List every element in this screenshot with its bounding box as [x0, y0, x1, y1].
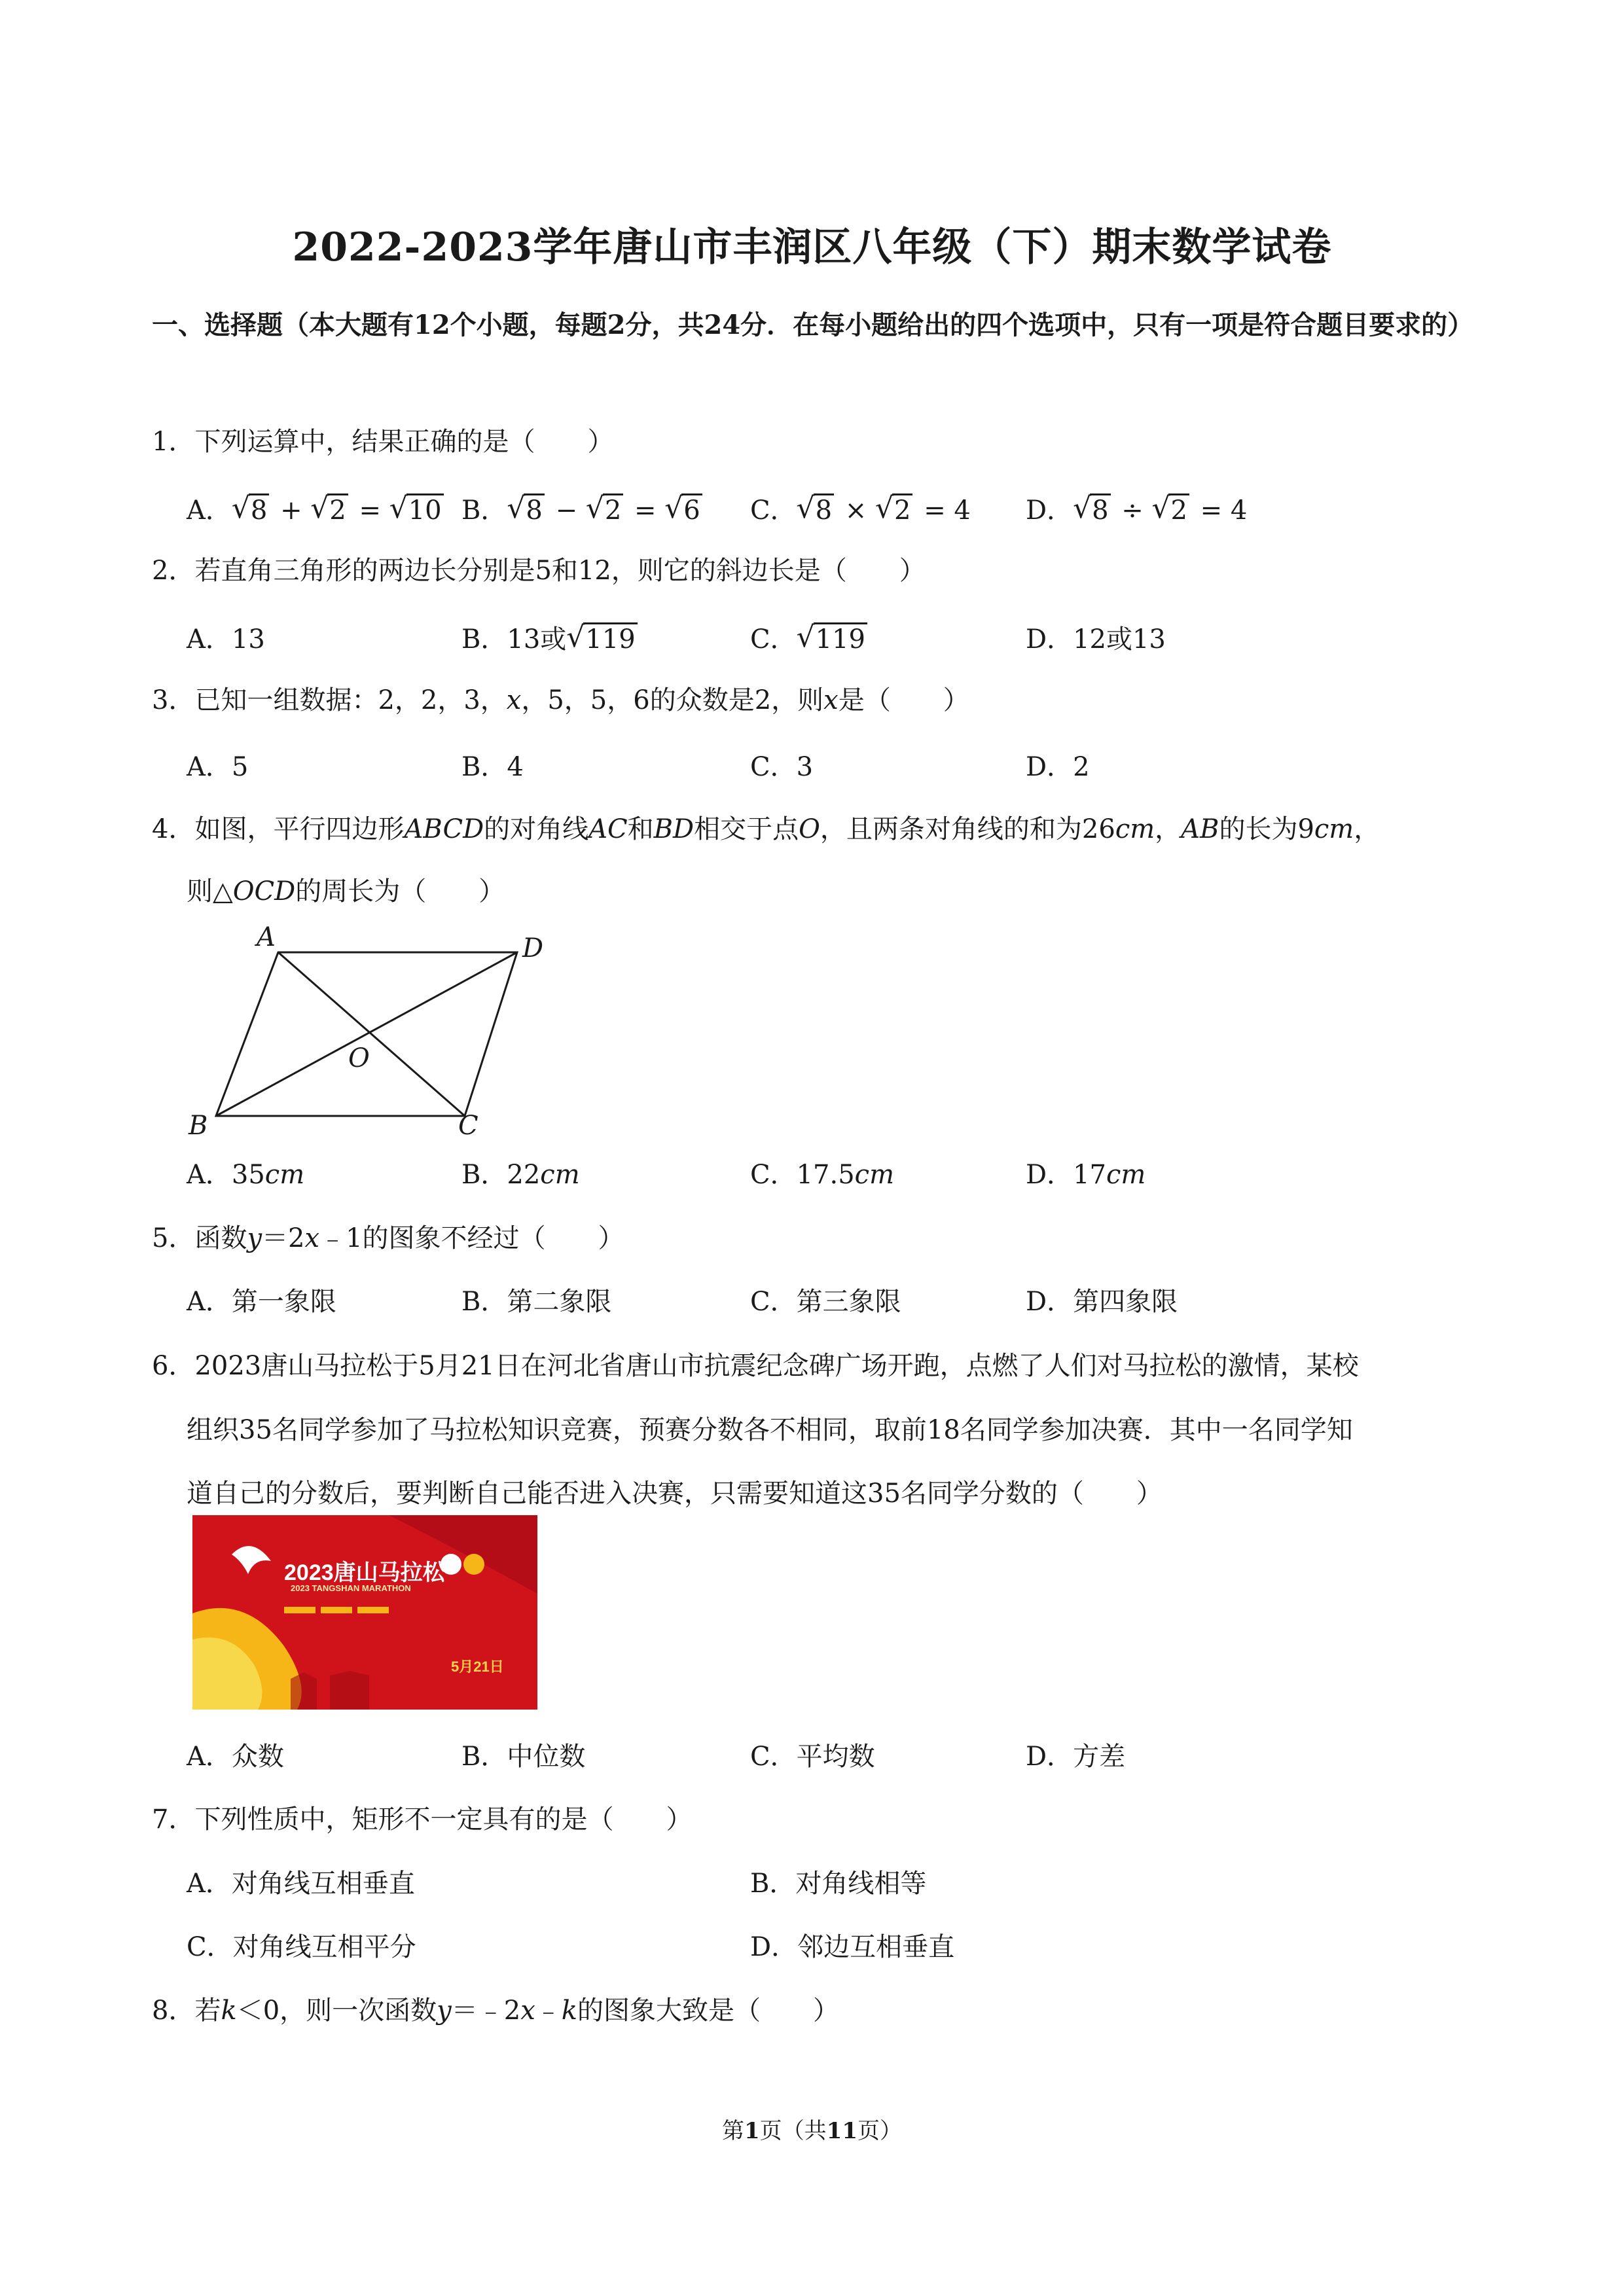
sqrt-expression: √ 2 — [586, 493, 623, 526]
question-7-stem: 7．下列性质中，矩形不一定具有的是（ ） — [152, 1804, 693, 1835]
sqrt-expression: √ 8 — [1073, 493, 1110, 526]
diagonal-ac — [278, 952, 465, 1116]
vertex-label-c: C — [458, 1111, 478, 1141]
poster-subtitle: 2023 TANGSHAN MARATHON — [291, 1583, 411, 1593]
sqrt-expression: √ 2 — [310, 493, 348, 526]
current-page-number: 1 — [744, 2118, 760, 2144]
question-4-option-a[interactable]: A．35cm — [187, 1160, 305, 1190]
question-3-option-a[interactable]: A．5 — [187, 752, 249, 782]
question-2-option-d[interactable]: D．12或13 — [1026, 624, 1166, 655]
question-1-option-a[interactable]: A．√ 8 + √ 2 = √ 10 — [187, 490, 446, 527]
question-1-option-c[interactable]: C．√ 8 × √ 2 = 4 — [750, 490, 971, 527]
sqrt-expression: √ 8 — [797, 493, 834, 526]
marathon-poster-image — [192, 1515, 537, 1710]
question-4-stem-line2: 则△OCD的周长为（ ） — [187, 876, 505, 906]
question-6-option-a[interactable]: A．众数 — [187, 1742, 284, 1772]
poster-background — [192, 1515, 537, 1710]
question-3-option-c[interactable]: C．3 — [750, 752, 814, 782]
vertex-label-d: D — [522, 933, 544, 963]
question-1-option-b[interactable]: B．√ 8 − √ 2 = √ 6 — [461, 490, 705, 527]
question-3-stem: 3．已知一组数据：2，2，3，x，5，5，6的众数是2，则x是（ ） — [152, 685, 969, 715]
question-8-stem: 8．若k＜0，则一次函数y＝﹣2x﹣k的图象大致是（ ） — [152, 1996, 840, 2026]
question-6-stem-line1: 6．2023唐山马拉松于5月21日在河北省唐山市抗震纪念碑广场开跑，点燃了人们对马拉松的激情，某校 — [152, 1351, 1359, 1381]
badge-icon — [463, 1554, 484, 1575]
question-5-option-d[interactable]: D．第四象限 — [1026, 1287, 1178, 1317]
question-1-option-d[interactable]: D．√ 8 ÷ √ 2 = 4 — [1026, 490, 1247, 527]
question-7-option-c[interactable]: C．对角线互相平分 — [187, 1932, 416, 1962]
question-4-option-c[interactable]: C．17.5cm — [750, 1160, 895, 1190]
question-6-stem-line2: 组织35名同学参加了马拉松知识竞赛，预赛分数各不相同，取前18名同学参加决赛．其中一名同学知 — [187, 1415, 1353, 1445]
question-2-stem: 2．若直角三角形的两边长分别是5和12，则它的斜边长是（ ） — [152, 556, 926, 586]
question-7-option-a[interactable]: A．对角线互相垂直 — [187, 1869, 415, 1899]
parallelogram-figure — [183, 916, 576, 1145]
question-6-option-b[interactable]: B．中位数 — [461, 1742, 586, 1772]
question-5-option-c[interactable]: C．第三象限 — [750, 1287, 901, 1317]
poster-date: 5月21日 — [451, 1659, 504, 1675]
question-4-option-d[interactable]: D．17cm — [1026, 1160, 1146, 1190]
question-5-option-a[interactable]: A．第一象限 — [187, 1287, 336, 1317]
question-4-stem: 4．如图，平行四边形ABCD的对角线AC和BD相交于点O，且两条对角线的和为26cm，AB的长为9cm， — [152, 814, 1380, 844]
question-6-option-d[interactable]: D．方差 — [1026, 1742, 1126, 1772]
center-label-o: O — [348, 1043, 370, 1073]
sqrt-expression: √ 2 — [875, 493, 912, 526]
question-2-option-c[interactable]: C．√ 119 — [750, 619, 870, 656]
exam-title: 2022-2023学年唐山市丰润区八年级（下）期末数学试卷 — [292, 224, 1332, 270]
section-heading: 一、选择题（本大题有12个小题，每题2分，共24分．在每小题给出的四个选项中，只有一项是符合题目要求的） — [152, 310, 1474, 340]
page-footer: 第1页（共11页） — [722, 2118, 902, 2144]
question-5-option-b[interactable]: B．第二象限 — [461, 1287, 612, 1317]
question-3-option-d[interactable]: D．2 — [1026, 752, 1090, 782]
sqrt-expression: √ 2 — [1151, 493, 1189, 526]
question-3-option-b[interactable]: B．4 — [461, 752, 524, 782]
vertex-label-b: B — [189, 1111, 208, 1141]
sqrt-expression: √ 10 — [389, 493, 444, 526]
sqrt-expression: √ 119 — [566, 622, 637, 655]
question-2-option-a[interactable]: A．13 — [187, 624, 265, 655]
vertex-label-a: A — [257, 922, 276, 952]
question-1-stem: 1．下列运算中，结果正确的是（ ） — [152, 427, 614, 457]
sqrt-expression: √ 6 — [664, 493, 702, 526]
sqrt-expression: √ 8 — [507, 493, 544, 526]
poster-title: 2023唐山马拉松 — [284, 1560, 445, 1585]
question-7-option-d[interactable]: D．邻边互相垂直 — [750, 1932, 955, 1962]
total-page-count: 11 — [826, 2118, 857, 2144]
question-6-option-c[interactable]: C．平均数 — [750, 1742, 875, 1772]
question-2-option-b[interactable]: B．13或√ 119 — [461, 619, 640, 656]
question-7-option-b[interactable]: B．对角线相等 — [750, 1869, 927, 1899]
question-5-stem: 5．函数y＝2x﹣1的图象不经过（ ） — [152, 1223, 624, 1253]
sqrt-expression: √ 119 — [797, 622, 867, 655]
question-4-option-b[interactable]: B．22cm — [461, 1160, 580, 1190]
question-6-stem-line3: 道自己的分数后，要判断自己能否进入决赛，只需要知道这35名同学分数的（ ） — [187, 1479, 1163, 1509]
sqrt-expression: √ 8 — [232, 493, 269, 526]
